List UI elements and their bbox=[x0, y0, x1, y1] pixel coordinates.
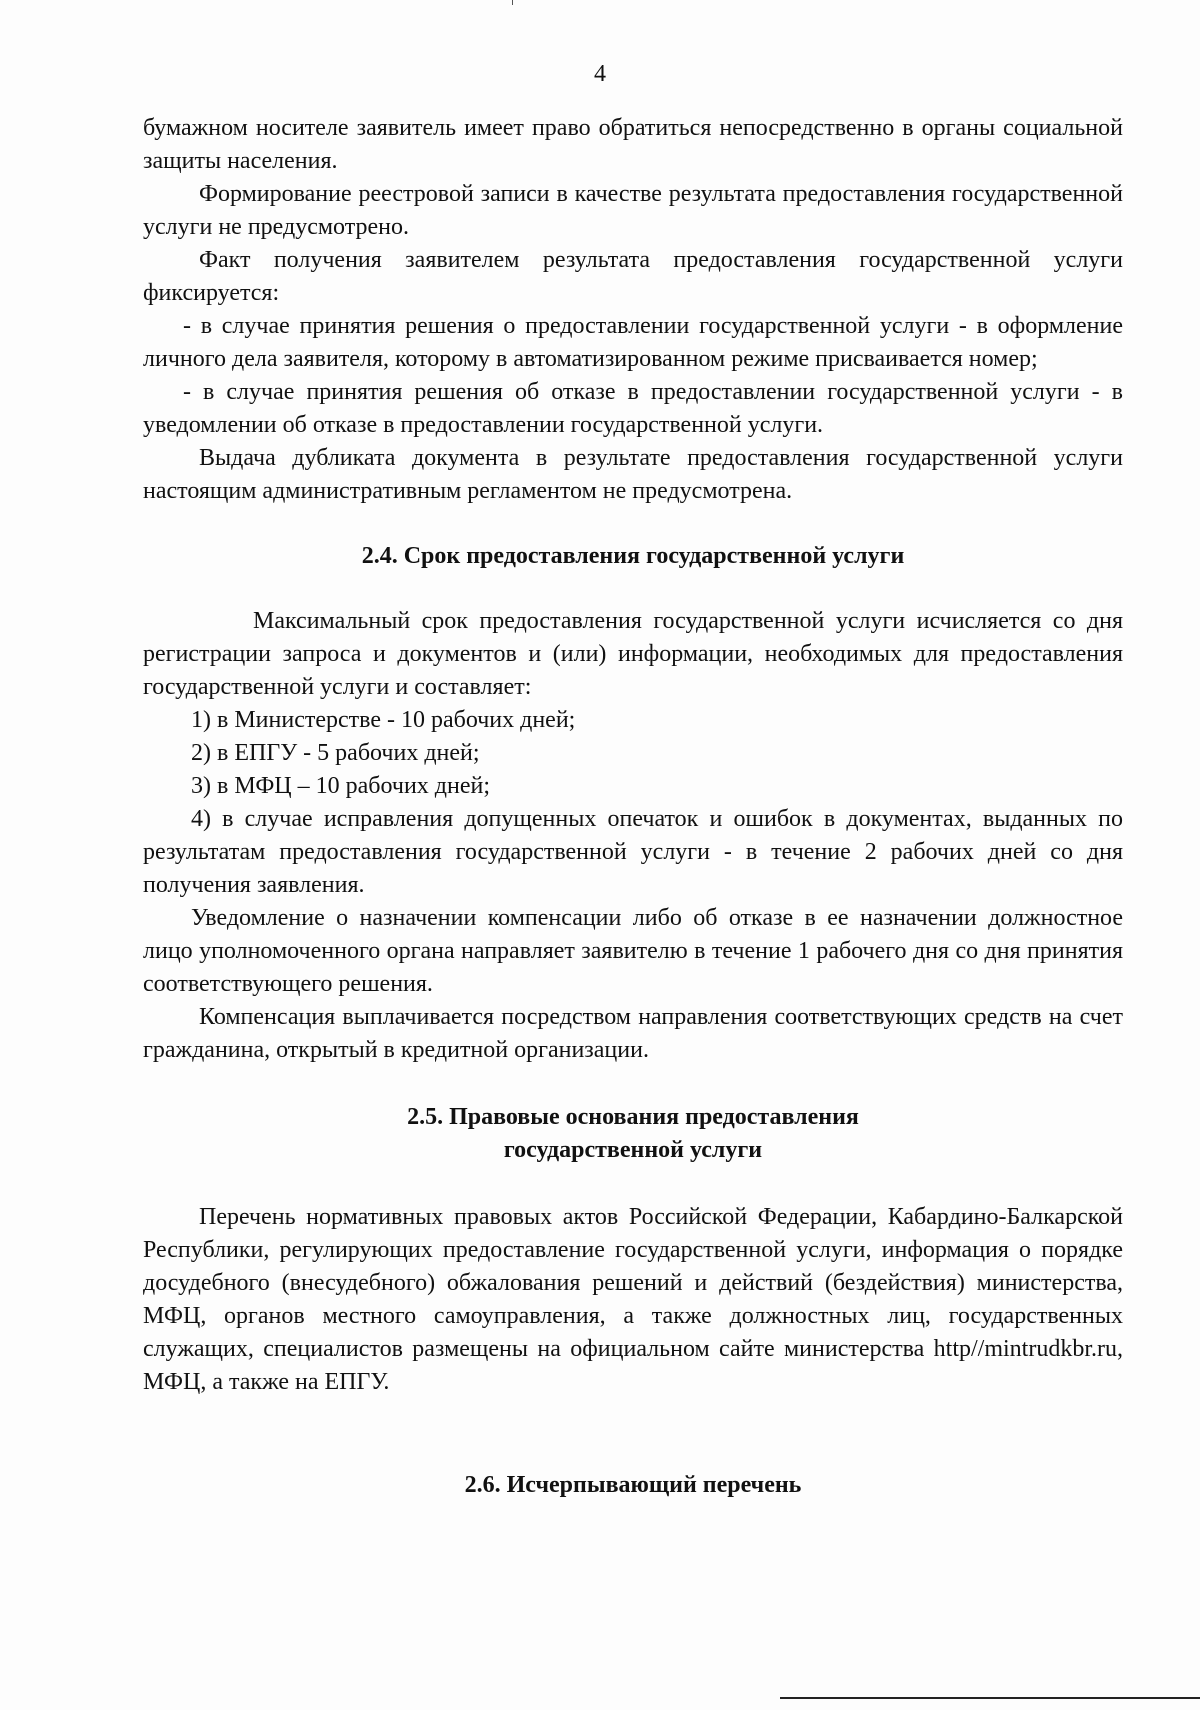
list-item: 4) в случае исправления допущенных опечаток и ошибок в документах, выданных по результатам предоставления государственной услуги - в течение 2 рабочих дней со дня получения заявления. bbox=[143, 806, 1123, 898]
section-heading-2-5-line1: 2.5. Правовые основания предоставления bbox=[407, 1104, 859, 1130]
page-number: 4 bbox=[594, 61, 606, 87]
list-item: 3) в МФЦ – 10 рабочих дней; bbox=[191, 773, 491, 799]
section-heading-2-4: 2.4. Срок предоставления государственной услуги bbox=[361, 543, 905, 569]
paragraph: бумажном носителе заявитель имеет право обратиться непосредственно в органы социальной защиты населения. bbox=[143, 115, 1123, 174]
paragraph: Факт получения заявителем результата предоставления государственной услуги фиксируется: bbox=[143, 247, 1123, 306]
section-heading-2-5-line2: государственной услуги bbox=[503, 1137, 763, 1163]
section-heading-2-6: 2.6. Исчерпывающий перечень bbox=[464, 1472, 802, 1498]
paragraph: Выдача дубликата документа в результате предоставления государственной услуги настоящим административным регламентом не предусмотрена. bbox=[143, 445, 1123, 504]
scan-artifact bbox=[780, 1697, 1200, 1699]
section-heading-2-5 bbox=[143, 1101, 1123, 1167]
list-item: - в случае принятия решения о предоставлении государственной услуги - в оформление личного дела заявителя, которому в автоматизированном режиме присваивается номер; bbox=[143, 313, 1123, 372]
paragraph: Уведомление о назначении компенсации либо об отказе в ее назначении должностное лицо уполномоченного органа направляет заявителю в течение 1 рабочего дня со дня принятия соответствующего решения. bbox=[143, 905, 1123, 997]
paragraph: Максимальный срок предоставления государственной услуги исчисляется со дня регистрации запроса и документов и (или) информации, необходимых для предоставления государственной услуги и составляет: bbox=[143, 608, 1123, 700]
paragraph: Перечень нормативных правовых актов Российской Федерации, Кабардино-Балкарской Республики, регулирующих предоставление государственной услуги, информация о порядке досудебного (внесудебного) обжалования решений и действий (бездействия) министерства, МФЦ, органов местного самоуправления, а также должностных лиц, государственных служащих, специалистов размещены на официальном сайте министерства http//mintrudkbr.ru, МФЦ, а также на ЕПГУ. bbox=[143, 1204, 1123, 1395]
list-item: 1) в Министерстве - 10 рабочих дней; bbox=[191, 707, 576, 733]
list-item: - в случае принятия решения об отказе в предоставлении государственной услуги - в уведомлении об отказе в предоставлении государственной услуги. bbox=[143, 379, 1123, 438]
document-body bbox=[143, 112, 1123, 1502]
scan-artifact bbox=[512, 0, 513, 5]
paragraph: Формирование реестровой записи в качестве результата предоставления государственной услуги не предусмотрено. bbox=[143, 181, 1123, 240]
list-item: 2) в ЕПГУ - 5 рабочих дней; bbox=[191, 740, 480, 766]
paragraph: Компенсация выплачивается посредством направления соответствующих средств на счет гражданина, открытый в кредитной организации. bbox=[143, 1004, 1123, 1063]
